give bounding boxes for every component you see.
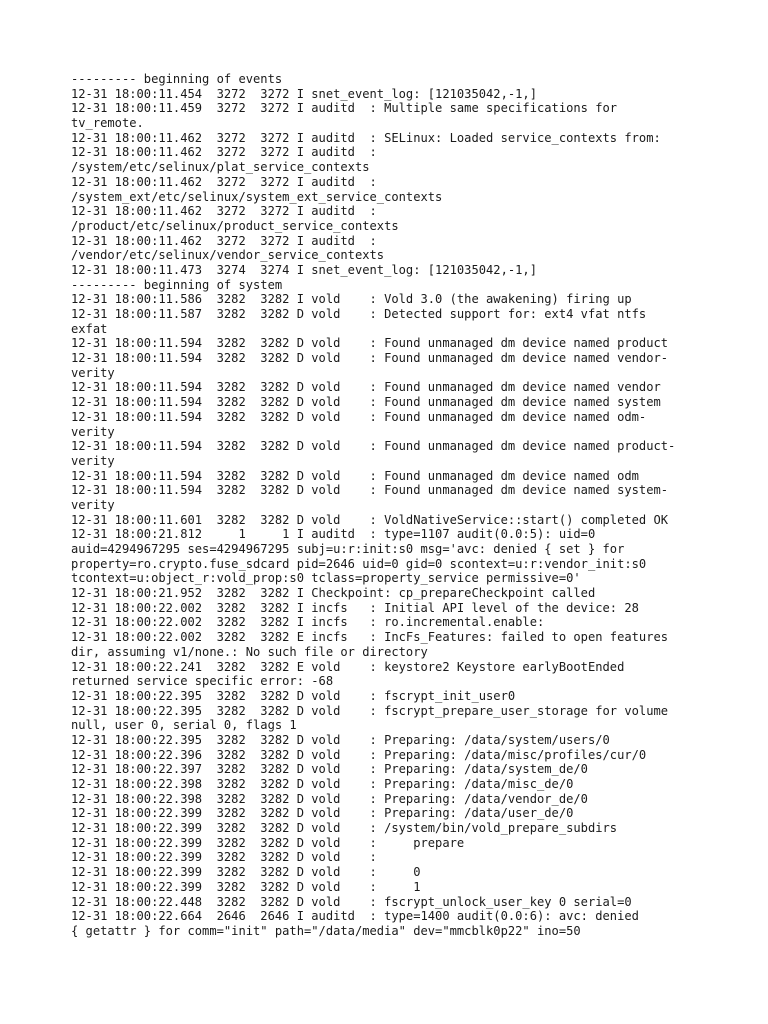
log-line: 12-31 18:00:11.462 3272 3272 I auditd :	[71, 145, 377, 160]
log-document	[71, 72, 711, 939]
log-line: 12-31 18:00:22.399 3282 3282 D vold : 0	[71, 865, 421, 880]
log-line: 12-31 18:00:22.241 3282 3282 E vold : keystore2 Keystore earlyBootEnded	[71, 659, 625, 674]
log-line: /system/etc/selinux/plat_service_contexts	[71, 160, 370, 175]
log-line: tcontext=u:object_r:vold_prop:s0 tclass=property_service permissive=0'	[71, 571, 581, 586]
log-line: 12-31 18:00:11.594 3282 3282 D vold : Found unmanaged dm device named system-	[71, 483, 669, 498]
log-line: 12-31 18:00:11.459 3272 3272 I auditd : Multiple same specifications for	[71, 101, 618, 116]
log-line: /system_ext/etc/selinux/system_ext_service_contexts	[71, 189, 443, 204]
log-line: 12-31 18:00:11.594 3282 3282 D vold : Found unmanaged dm device named odm	[71, 468, 639, 483]
log-line: 12-31 18:00:11.454 3272 3272 I snet_event_log: [121035042,-1,]	[71, 86, 537, 101]
log-line: 12-31 18:00:11.601 3282 3282 D vold : VoldNativeService::start() completed OK	[71, 512, 669, 527]
log-line: 12-31 18:00:22.398 3282 3282 D vold : Preparing: /data/misc_de/0	[71, 777, 574, 791]
log-line: verity	[71, 453, 115, 468]
log-line: 12-31 18:00:11.587 3282 3282 D vold : Detected support for: ext4 vfat ntfs	[71, 307, 647, 321]
log-line: 12-31 18:00:22.398 3282 3282 D vold : Preparing: /data/vendor_de/0	[71, 791, 588, 806]
log-line: 12-31 18:00:22.002 3282 3282 I incfs : ro.incremental.enable:	[71, 615, 545, 630]
log-line: property=ro.crypto.fuse_sdcard pid=2646 uid=0 gid=0 scontext=u:r:vendor_init:s0	[71, 556, 647, 571]
log-line: 12-31 18:00:22.664 2646 2646 I auditd : type=1400 audit(0.0:6): avc: denied	[71, 909, 639, 924]
log-line: { getattr } for comm="init" path="/data/media" dev="mmcblk0p22" ino=50	[71, 923, 581, 938]
log-line: 12-31 18:00:11.586 3282 3282 I vold : Vold 3.0 (the awakening) firing up	[71, 292, 632, 307]
log-line: verity	[71, 497, 115, 512]
log-line: 12-31 18:00:22.002 3282 3282 I incfs : Initial API level of the device: 28	[71, 600, 639, 615]
log-line: null, user 0, serial 0, flags 1	[71, 718, 297, 733]
log-line: --------- beginning of events	[71, 72, 283, 86]
log-line: 12-31 18:00:21.952 3282 3282 I Checkpoint: cp_prepareCheckpoint called	[71, 586, 596, 601]
log-line: 12-31 18:00:22.395 3282 3282 D vold : fscrypt_init_user0	[71, 688, 516, 703]
log-line: dir, assuming v1/none.: No such file or directory	[71, 644, 428, 659]
log-line: 12-31 18:00:22.399 3282 3282 D vold :	[71, 850, 377, 865]
log-line: 12-31 18:00:11.594 3282 3282 D vold : Found unmanaged dm device named odm-	[71, 409, 647, 424]
log-line: auid=4294967295 ses=4294967295 subj=u:r:init:s0 msg='avc: denied { set } for	[71, 542, 625, 556]
log-line: 12-31 18:00:11.594 3282 3282 D vold : Found unmanaged dm device named product	[71, 336, 669, 351]
log-line: 12-31 18:00:11.462 3272 3272 I auditd : SELinux: Loaded service_contexts from:	[71, 130, 661, 145]
log-line: verity	[71, 365, 115, 380]
log-line: 12-31 18:00:11.594 3282 3282 D vold : Found unmanaged dm device named vendor-	[71, 351, 669, 366]
log-line: 12-31 18:00:11.462 3272 3272 I auditd :	[71, 204, 377, 219]
log-line: 12-31 18:00:11.462 3272 3272 I auditd :	[71, 233, 377, 248]
log-line: /vendor/etc/selinux/vendor_service_contexts	[71, 248, 385, 263]
log-line: 12-31 18:00:22.395 3282 3282 D vold : Preparing: /data/system/users/0	[71, 732, 610, 747]
log-line: 12-31 18:00:22.397 3282 3282 D vold : Preparing: /data/system_de/0	[71, 762, 588, 777]
log-line: --------- beginning of system	[71, 277, 283, 292]
log-line: 12-31 18:00:11.594 3282 3282 D vold : Found unmanaged dm device named vendor	[71, 380, 661, 395]
log-line: 12-31 18:00:22.002 3282 3282 E incfs : IncFs_Features: failed to open features	[71, 630, 669, 645]
log-line: returned service specific error: -68	[71, 674, 334, 689]
log-line: 12-31 18:00:11.473 3274 3274 I snet_event_log: [121035042,-1,]	[71, 262, 537, 277]
log-line: 12-31 18:00:22.399 3282 3282 D vold : 1	[71, 879, 421, 894]
log-line: 12-31 18:00:22.399 3282 3282 D vold : /system/bin/vold_prepare_subdirs	[71, 821, 618, 836]
log-line: 12-31 18:00:11.594 3282 3282 D vold : Found unmanaged dm device named system	[71, 395, 661, 410]
log-line: 12-31 18:00:11.594 3282 3282 D vold : Found unmanaged dm device named product-	[71, 439, 676, 454]
log-line: /product/etc/selinux/product_service_contexts	[71, 218, 399, 233]
log-line: verity	[71, 424, 115, 439]
log-line: exfat	[71, 321, 108, 336]
log-line: 12-31 18:00:22.399 3282 3282 D vold : Preparing: /data/user_de/0	[71, 806, 574, 821]
log-line: 12-31 18:00:11.462 3272 3272 I auditd :	[71, 174, 377, 189]
log-line: 12-31 18:00:22.399 3282 3282 D vold : prepare	[71, 835, 465, 850]
log-line: 12-31 18:00:22.396 3282 3282 D vold : Preparing: /data/misc/profiles/cur/0	[71, 747, 647, 762]
log-line: 12-31 18:00:22.448 3282 3282 D vold : fscrypt_unlock_user_key 0 serial=0	[71, 894, 632, 909]
log-line: 12-31 18:00:21.812 1 1 I auditd : type=1107 audit(0.0:5): uid=0	[71, 527, 596, 542]
log-line: tv_remote.	[71, 116, 144, 131]
log-line: 12-31 18:00:22.395 3282 3282 D vold : fscrypt_prepare_user_storage for volume	[71, 703, 669, 718]
